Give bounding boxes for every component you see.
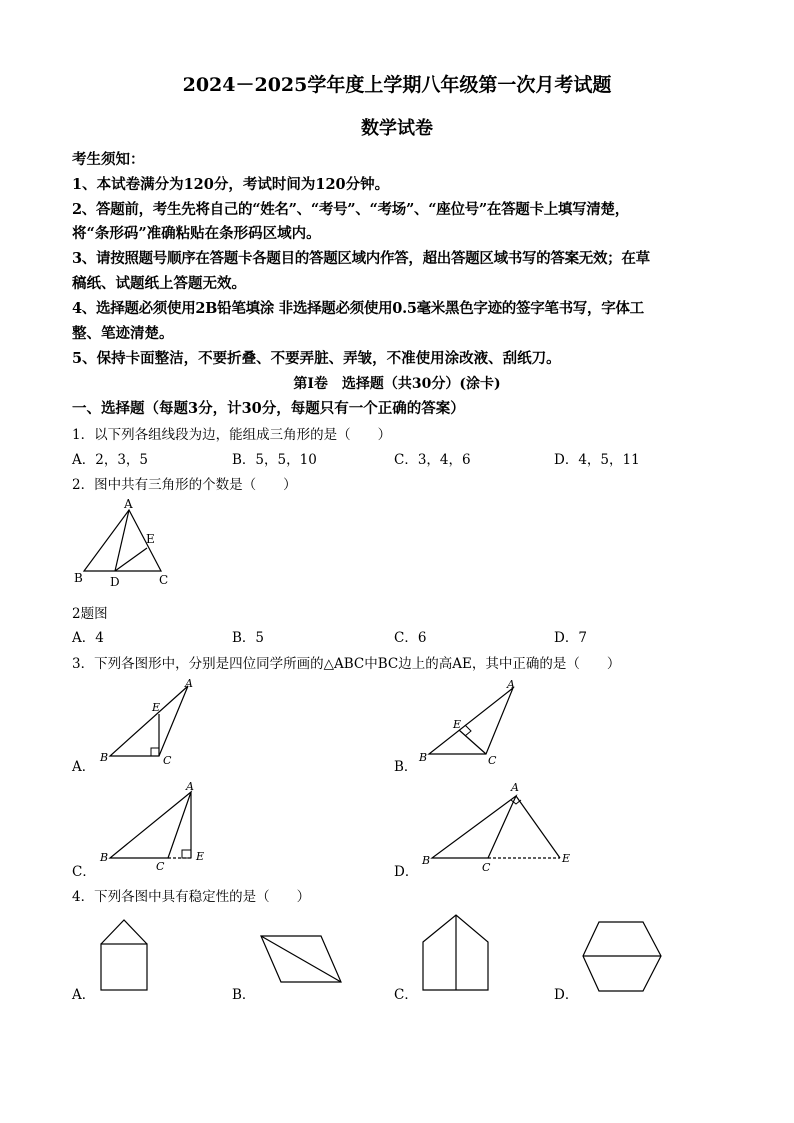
q4-figure-d-hexagon — [578, 915, 668, 1000]
q4-figure-c-pentagon — [418, 910, 493, 995]
label-a: A — [511, 781, 519, 794]
q2-caption: 2题图 — [72, 606, 108, 622]
label-a: A — [185, 677, 193, 690]
q4-option-b: B． — [232, 987, 256, 1003]
label-b: B — [100, 751, 109, 764]
q2-option-d: D．7 — [554, 630, 587, 646]
notice-line: 将“条形码”准确粘贴在条形码区域内。 — [72, 225, 321, 242]
label-e: E — [453, 718, 462, 731]
label-a: A — [507, 678, 515, 691]
notice-line: 5、保持卡面整洁，不要折叠、不要弄脏、弄皱，不准使用涂改液、刮纸刀。 — [72, 350, 561, 367]
notice-line: 稿纸、试题纸上答题无效。 — [72, 275, 246, 292]
label-b: B — [100, 851, 109, 864]
label-c: C — [156, 860, 165, 873]
q3-figure-a — [96, 676, 206, 771]
label-e: E — [152, 701, 161, 714]
label-e: E — [146, 532, 155, 546]
q1-option-d: D．4，5，11 — [554, 452, 640, 468]
q1-option-a: A．2，3，5 — [72, 452, 149, 468]
exam-subtitle: 数学试卷 — [361, 118, 433, 139]
notice-line: 整、笔迹清楚。 — [72, 325, 174, 342]
notice-line: 4、选择题必须使用2B铅笔填涂 非选择题必须使用0.5毫米黑色字迹的签字笔书写，字体工 — [72, 300, 644, 317]
label-c: C — [163, 754, 172, 767]
q3-figure-b — [415, 676, 525, 771]
q4-option-c: C． — [394, 987, 418, 1003]
label-a: A — [186, 780, 194, 793]
q3-option-c: C． — [72, 864, 96, 880]
q3-figure-d — [418, 778, 588, 873]
label-c: C — [488, 754, 497, 767]
q1-option-c: C．3，4，6 — [394, 452, 471, 468]
q4-stem: 4．下列各图中具有稳定性的是（ ） — [72, 889, 311, 905]
q3-stem: 3．下列各图形中，分别是四位同学所画的△ABC中BC边上的高AE，其中正确的是（ ） — [72, 656, 621, 672]
q1-stem: 1．以下列各组线段为边，能组成三角形的是（ ） — [72, 427, 392, 443]
label-c: C — [482, 861, 491, 873]
notice-line: 1、本试卷满分为120分，考试时间为120分钟。 — [72, 176, 390, 193]
q4-option-d: D． — [554, 987, 579, 1003]
q3-option-d: D． — [394, 864, 419, 880]
q4-figure-b-parallelogram — [255, 930, 350, 990]
q3-option-a: A． — [72, 759, 96, 775]
notice-line: 3、请按照题号顺序在答题卡各题目的答题区域内作答，超出答题区域书写的答案无效；在草 — [72, 250, 650, 267]
q3-figure-c — [96, 778, 216, 873]
label-b: B — [422, 854, 431, 867]
q2-option-a: A．4 — [72, 630, 104, 646]
q4-option-a: A． — [72, 987, 96, 1003]
q4-figure-a-house — [96, 912, 156, 997]
label-b: B — [74, 571, 83, 585]
q2-option-b: B．5 — [232, 630, 265, 646]
exam-title: 2024－2025学年度上学期八年级第一次月考试题 — [182, 74, 612, 96]
label-d: D — [110, 575, 120, 589]
notice-line: 2、答题前，考生先将自己的“姓名”、“考号”、“考场”、“座位号”在答题卡上填写清楚， — [72, 201, 629, 218]
notice-heading: 考生须知： — [72, 151, 145, 168]
label-b: B — [419, 751, 428, 764]
label-c: C — [159, 573, 169, 587]
q2-option-c: C．6 — [394, 630, 427, 646]
q3-option-b: B． — [394, 759, 418, 775]
q1-option-b: B．5，5，10 — [232, 452, 317, 468]
section-heading: 一、选择题（每题3分，计30分，每题只有一个正确的答案） — [72, 400, 465, 417]
part-title: 第Ⅰ卷 选择题（共30分）(涂卡) — [293, 376, 501, 392]
label-e: E — [196, 850, 205, 863]
label-e: E — [562, 852, 571, 865]
label-a: A — [124, 498, 133, 511]
q2-stem: 2．图中共有三角形的个数是（ ） — [72, 477, 297, 493]
q2-triangle-figure — [70, 498, 180, 593]
